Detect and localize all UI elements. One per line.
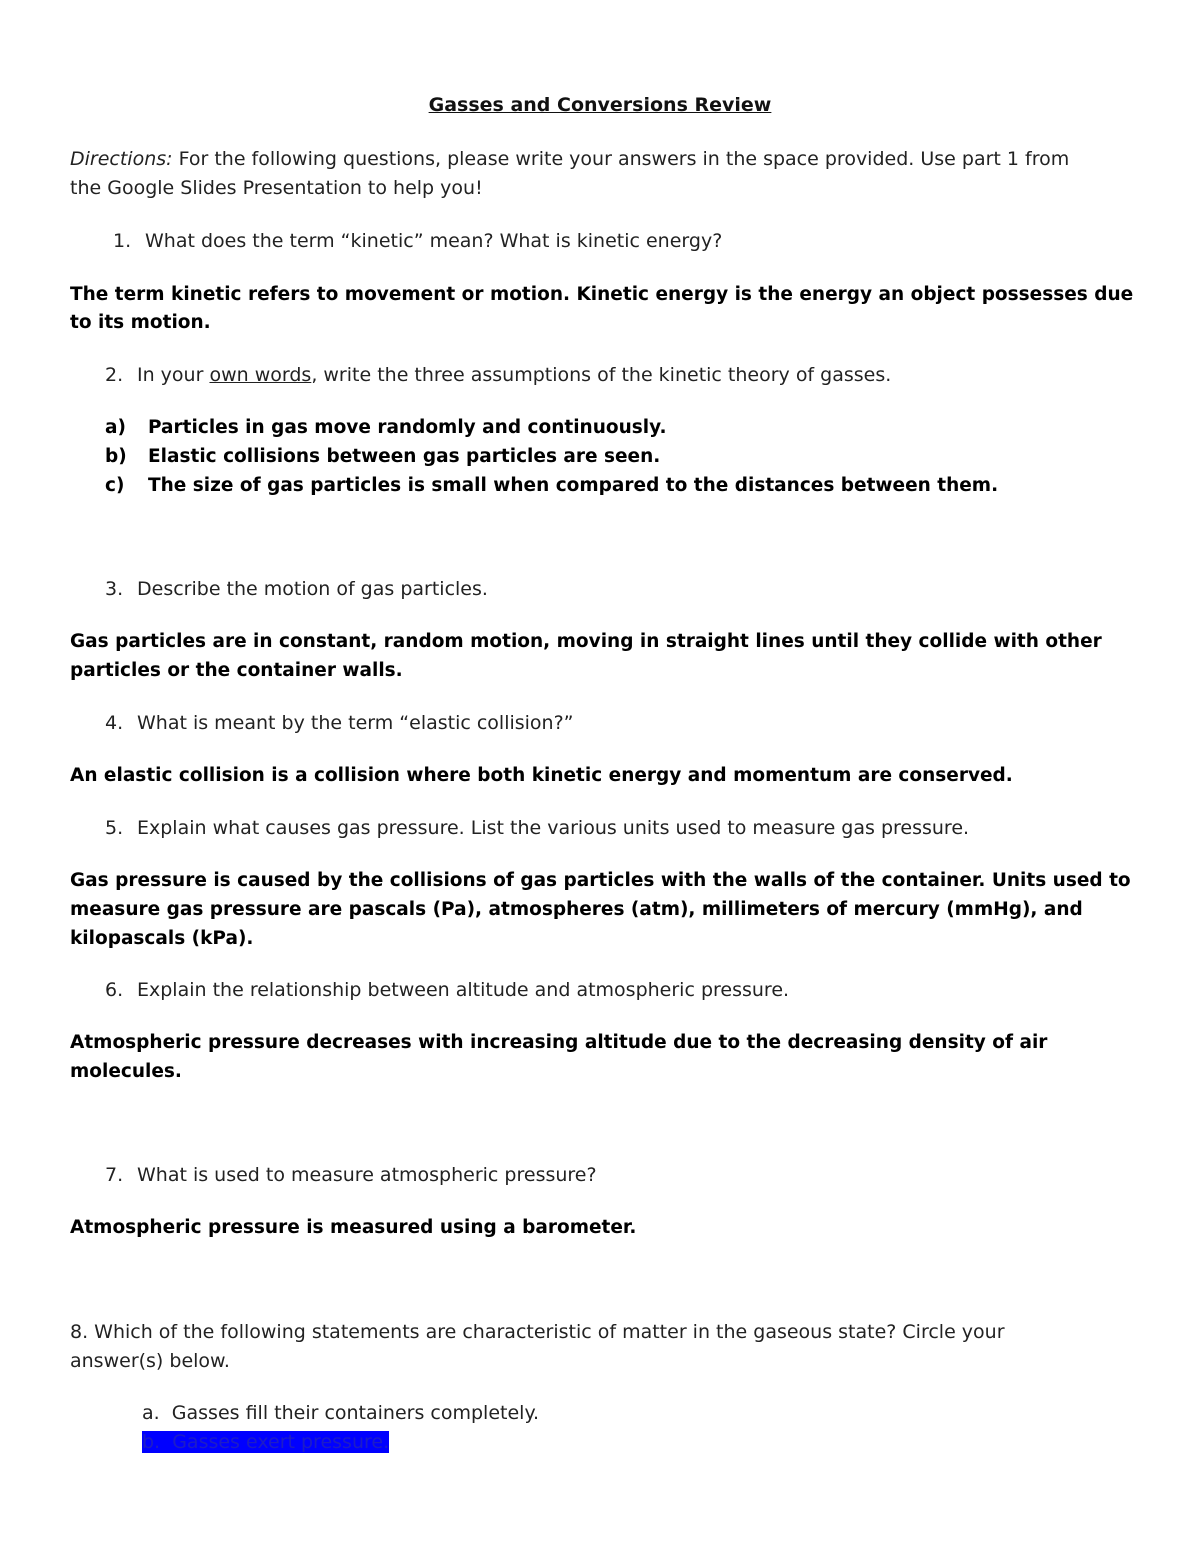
- option-label: a.: [142, 1402, 160, 1424]
- answer-2-item-a: [105, 413, 667, 442]
- question-text-post: , write the three assumptions of the kinetic theory of gasses.: [311, 364, 892, 386]
- question-8-line-1: 8. Which of the following statements are characteristic of matter in the gaseous state? Circle your: [70, 1321, 1005, 1343]
- answer-6-line-2: molecules.: [70, 1061, 182, 1082]
- item-label: a): [105, 417, 126, 438]
- highlighted-option: [142, 1431, 389, 1453]
- question-text: Describe the motion of gas particles.: [137, 578, 488, 600]
- question-number: 5.: [105, 817, 124, 839]
- item-text: Elastic collisions between gas particles are seen.: [148, 446, 661, 467]
- question-number: 4.: [105, 712, 124, 734]
- question-text: What does the term “kinetic” mean? What is kinetic energy?: [145, 230, 723, 252]
- directions-label: Directions:: [70, 148, 173, 170]
- question-6: [105, 976, 789, 1005]
- item-label: c): [105, 475, 125, 496]
- question-number: 1.: [113, 230, 132, 252]
- question-text-pre: In your: [137, 364, 210, 386]
- question-number: 7.: [105, 1164, 124, 1186]
- answer-3-line-2: particles or the container walls.: [70, 660, 403, 681]
- option-a: [142, 1399, 539, 1428]
- question-5: [105, 814, 969, 843]
- answer-5-line-1: Gas pressure is caused by the collisions of gas particles with the walls of the container. Units used to: [70, 870, 1131, 891]
- option-text: Gasses exert pressure.: [172, 1431, 390, 1453]
- question-text: Explain the relationship between altitude and atmospheric pressure.: [137, 979, 790, 1001]
- question-1: [113, 227, 722, 256]
- question-4: [105, 709, 574, 738]
- question-7: [105, 1161, 597, 1190]
- question-number: 2.: [105, 364, 124, 386]
- option-label: b.: [142, 1431, 161, 1453]
- answer-3-line-1: Gas particles are in constant, random motion, moving in straight lines until they collide with other: [70, 631, 1102, 652]
- answer-1-line-1: The term kinetic refers to movement or motion. Kinetic energy is the energy an object possesses due: [70, 284, 1134, 305]
- directions-text-1: For the following questions, please write your answers in the space provided. Use part 1 from: [172, 148, 1070, 170]
- question-text: What is used to measure atmospheric pressure?: [137, 1164, 597, 1186]
- answer-2-item-b: [105, 442, 660, 471]
- question-text: Explain what causes gas pressure. List the various units used to measure gas pressure.: [137, 817, 970, 839]
- answer-6-line-1: Atmospheric pressure decreases with increasing altitude due to the decreasing density of air: [70, 1032, 1048, 1053]
- question-8-line-2: answer(s) below.: [70, 1350, 230, 1372]
- directions-line-1: [70, 145, 1069, 174]
- page-title: Gasses and Conversions Review: [428, 94, 772, 116]
- item-text: Particles in gas move randomly and continuously.: [148, 417, 667, 438]
- option-text: Gasses fill their containers completely.: [171, 1402, 540, 1424]
- question-2: [105, 361, 891, 390]
- answer-4-line-1: An elastic collision is a collision where both kinetic energy and momentum are conserved.: [70, 765, 1013, 786]
- answer-5-line-2: measure gas pressure are pascals (Pa), atmospheres (atm), millimeters of mercury (mmHg), and: [70, 899, 1083, 920]
- question-number: 6.: [105, 979, 124, 1001]
- question-text-underlined: own words: [209, 364, 312, 386]
- question-text: What is meant by the term “elastic collision?”: [137, 712, 574, 734]
- answer-2-item-c: [105, 471, 998, 500]
- item-label: b): [105, 446, 127, 467]
- answer-1-line-2: to its motion.: [70, 312, 211, 333]
- option-b: [142, 1428, 389, 1457]
- item-text: The size of gas particles is small when compared to the distances between them.: [148, 475, 999, 496]
- question-number: 3.: [105, 578, 124, 600]
- directions-line-2: the Google Slides Presentation to help you!: [70, 177, 483, 199]
- answer-7-line-1: Atmospheric pressure is measured using a barometer.: [70, 1217, 637, 1238]
- answer-5-line-3: kilopascals (kPa).: [70, 928, 254, 949]
- question-3: [105, 575, 488, 604]
